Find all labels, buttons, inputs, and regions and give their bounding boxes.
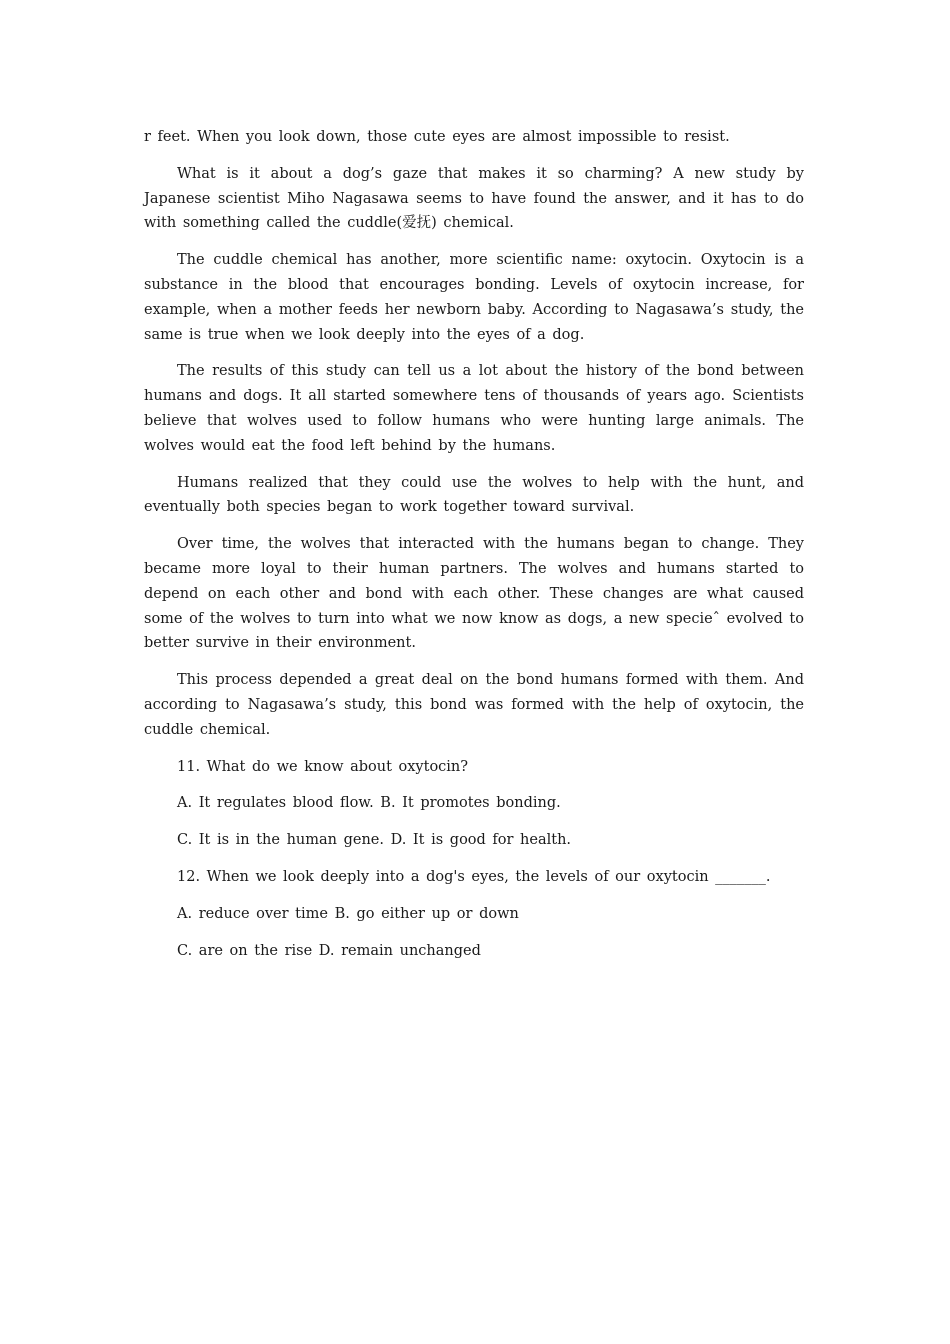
passage-paragraph-3: The results of this study can tell us a lot about the history of the bond between humans and dogs. It all started somewhere tens of thousands of years ago. Scientists believe that wolves used to follow humans who were hunting large animals. The wolves would eat the food left behind by the humans. — [144, 363, 804, 454]
question-11 — [144, 755, 804, 853]
passage-paragraph-continuation: r feet. When you look down, those cute eyes are almost impossible to resist. — [144, 129, 730, 145]
passage-paragraph-6: This process depended a great deal on the bond humans formed with them. And according to Nagasawa’s study, this bond was formed with the help of oxytocin, the cuddle chemical. — [144, 672, 804, 738]
passage-paragraph-2: The cuddle chemical has another, more scientific name: oxytocin. Oxytocin is a substance in the blood that encourages bonding. Levels of oxytocin increase, for example, when a mother feeds her newborn baby. According to Nagasawa’s study, the same is true when we look deeply into the eyes of a dog. — [144, 252, 804, 343]
question-11-stem: 11. What do we know about oxytocin? — [177, 758, 469, 775]
question-12 — [144, 865, 804, 963]
document-page — [144, 125, 804, 975]
question-12-options-ab: A. reduce over time B. go either up or down — [177, 905, 519, 922]
question-11-options-cd: C. It is in the human gene. D. It is good for health. — [177, 832, 572, 849]
passage-paragraph-1: What is it about a dog’s gaze that makes it so charming? A new study by Japanese scientist Miho Nagasawa seems to have found the answer, and it has to do with something called the cuddle(爱抚) chemical. — [144, 165, 804, 232]
passage-paragraph-5: Over time, the wolves that interacted with the humans began to change. They became more loyal to their human partners. The wolves and humans started to depend on each other and bond with each other. These changes are what caused some of the wolves to turn into what we now know as dogs, a new specieˆ evolved to better survive in their environment. — [144, 536, 804, 652]
passage-paragraph-4: Humans realized that they could use the wolves to help with the hunt, and eventually both species began to work together toward survival. — [144, 474, 804, 516]
question-12-options-cd: C. are on the rise D. remain unchanged — [177, 942, 481, 959]
question-12-stem: 12. When we look deeply into a dog's eyes, the levels of our oxytocin _______. — [177, 868, 771, 885]
question-11-options-ab: A. It regulates blood flow. B. It promotes bonding. — [177, 795, 561, 812]
